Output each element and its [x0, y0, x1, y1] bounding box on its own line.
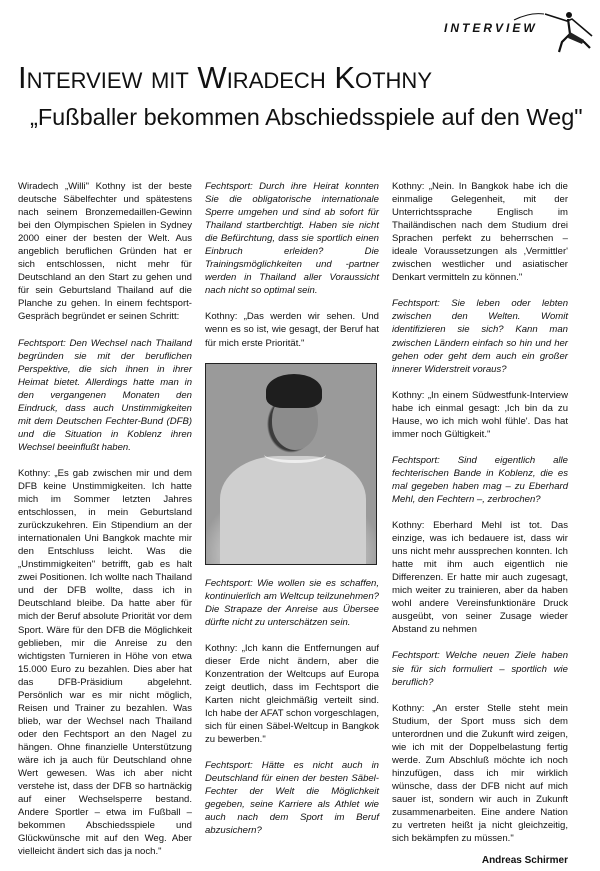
question-paragraph: Fechtsport: Sind eigentlich alle fechterischen Bande in Koblenz, die es mal gegeben haben mag – zu Eberhard Mehl, den Fechtern –, zerbrochen? [392, 454, 568, 505]
photo-fencing-jacket [220, 456, 366, 564]
fencer-icon [512, 8, 596, 56]
author-byline: Andreas Schirmer [481, 855, 568, 867]
question-paragraph: Fechtsport: Hätte es nicht auch in Deutschland für einen der besten Säbel-Fechter der Welt die Möglichkeit gegeben, seine Karriere als Athlet wie auch nach dem Sport im Beruf abzusichern? [205, 760, 379, 837]
answer-paragraph: Kothny: „An erster Stelle steht mein Studium, der Sport muss sich dem unterordnen und die Zukunft wird zeigen, wie ich mit der Doppelbelastung fertig werde. Zum Abschluß möchte ich noch hinzufügen, dass ich mir wirklich wünsche, dass der DFB nicht auf mich sauer ist, sondern wir auch in Zukunft zusammenarbeiten. Eine andere Nation zu vertreten heißt ja nicht gleichzeitig, sich bekämpfen zu müssen." [392, 702, 568, 845]
answer-paragraph: Kothny: „Nein. In Bangkok habe ich die einmalige Gelegenheit, mit der Unterrichtssprache Englisch im Thailändischen nach dem Studium drei Sprachen perfekt zu beherrschen – ideale Voraussetzungen als ‚Vermittler' zwischen westlicher und asiatischer Denkart vermitteln zu können." [392, 181, 568, 284]
question-paragraph: Fechtsport: Wie wollen sie es schaffen, kontinuierlich am Weltcup teilzunehmen? Die Strapaze der Anreise aus Übersee dürfte nicht zu unterschätzen sein. [205, 577, 379, 628]
page-title: Interview mit Wiradech Kothny [18, 60, 432, 95]
question-paragraph: Fechtsport: Sie leben oder lebten zwischen den Welten. Womit identifizieren sie sich? Kann man zwischen Ländern einfach so hin und her gehen oder geht dem auch ein großer innerer Widerstreit voraus? [392, 298, 568, 375]
athlete-photo [205, 363, 377, 565]
answer-paragraph: Kothny: Eberhard Mehl ist tot. Das einzige, was ich bedauere ist, dass wir uns nicht mehr aussprechen konnten. Ich hatte mit ihm auch eigentlich nie Differenzen. Er hatte mir auch zugesagt, mich weiter zu trainieren, aber da haben wohl andere Vereinsfunktionäre Druck ausgeübt, von seiner Zusage wieder Abstand zu nehmen [392, 520, 568, 636]
answer-paragraph: Kothny: „Das werden wir sehen. Und wenn es so ist, wie gesagt, der Beruf hat für mich erste Priorität." [205, 311, 379, 349]
question-paragraph: Fechtsport: Welche neuen Ziele haben sie für sich formuliert – sportlich wie beruflich? [392, 650, 568, 688]
column-1 [18, 180, 192, 871]
page-subtitle: „Fußballer bekommen Abschiedsspiele auf den Weg" [30, 104, 583, 130]
answer-paragraph: Kothny: „In einem Südwestfunk-Interview habe ich einmal gesagt: ‚Ich bin da zu Hause, wo ich mich wohl fühle'. Das hat immer noch Gültigkeit." [392, 389, 568, 440]
photo-hair [266, 374, 322, 408]
question-paragraph: Fechtsport: Durch ihre Heirat konnten Sie die obligatorische internationale Sperre umgehen und sind ab sofort für Thailand startberchtigt. Haben sie nicht die Befürchtung, dass sie sportlich einen Einbruch erleiden? Die Trainingsmöglichkeiten und -partner werden in Thailand aller Voraussicht nach nicht so optimal sein. [205, 181, 379, 297]
photo-collar [264, 446, 326, 463]
column-2 [205, 180, 379, 850]
section-tag: INTERVIEW [444, 21, 538, 35]
answer-paragraph: Kothny: „Ich kann die Entfernungen auf dieser Erde nicht ändern, aber die Konzentration der Weltcups auf Europa zeigt deutlich, dass im Fechtsport die Karten nicht gleichmäßig verteilt sind. Ich habe der AFAT schon vorgeschlagen, sich für einen Säbel-Weltcup in Bangkok zu bewerben." [205, 642, 379, 746]
intro-paragraph: Wiradech „Willi" Kothny ist der beste deutsche Säbelfechter und spätestens nach seinem Bronzemedaillen-Gewinn bei den Olympischen Spielen in Sydney 2000 einer der besten der Welt. Aus angeblich beruflichen Gründen hat er sich entschlossen, nicht mehr für Deutschland an den Start zu gehen und für sein Geburtsland Thailand auf die Planche zu gehen. In einem fechtsport-Gespräch begründet er seinen Schritt: [18, 181, 192, 323]
answer-paragraph: Kothny: „Es gab zwischen mir und dem DFB keine Unstimmigkeiten. Ich hatte mich im Sommer letzten Jahres entschlossen, in mein Geburtsland zurückzukehren. Ein Stipendium an der internationalen Uni Bangkok machte mir den Entschluss leicht. Was die „Unstimmigkeiten" betrifft, gab es halt zwei Positionen. Ich wollte nach Thailand und der DFB wollte, dass ich in Deutschland bleibe. Da hatte aber für mich der Beruf absolute Priorität vor dem Sport. Wäre für den DFB die Möglichkeit geblieben, mir die Anreise zu den wichtigsten Turnieren in Höhe von etwa 15.000 Euro zu bezahlen. Dies aber hat das DFB-Präsidium abgelehnt. Persönlich war es mir nicht möglich, Reisen und Trainer zu bezahlen. Was blieb, war der Wechsel nach Thailand oder den Fechtsport an den Nagel zu hängen. Ohne finanzielle Unterstützung wäre ich ja auch für Deutschland ohne Wert gewesen. Was ich aber nicht verstehe ist, dass der DFB so hartnäckig auf einer Wechselsperre bestand. Andere Sportler – etwa im Fußball – bekommen Abschiedsspiele und Glückwünsche mit auf den Weg. Aber vielleicht ändert sich das ja noch." [18, 467, 192, 858]
question-paragraph: Fechtsport: Den Wechsel nach Thailand begründen sie mit der beruflichen Perspektive, die sich ihnen in ihrer Heimat bietet. Allerdings hatte man in den vergangenen Monaten den Eindruck, dass auch Unstimmigkeiten mit dem Deutschen Fechter-Bund (DFB) und die Situation in Koblenz ihren Wechsel beeinflußt haben. [18, 337, 192, 453]
column-3 [392, 180, 568, 867]
